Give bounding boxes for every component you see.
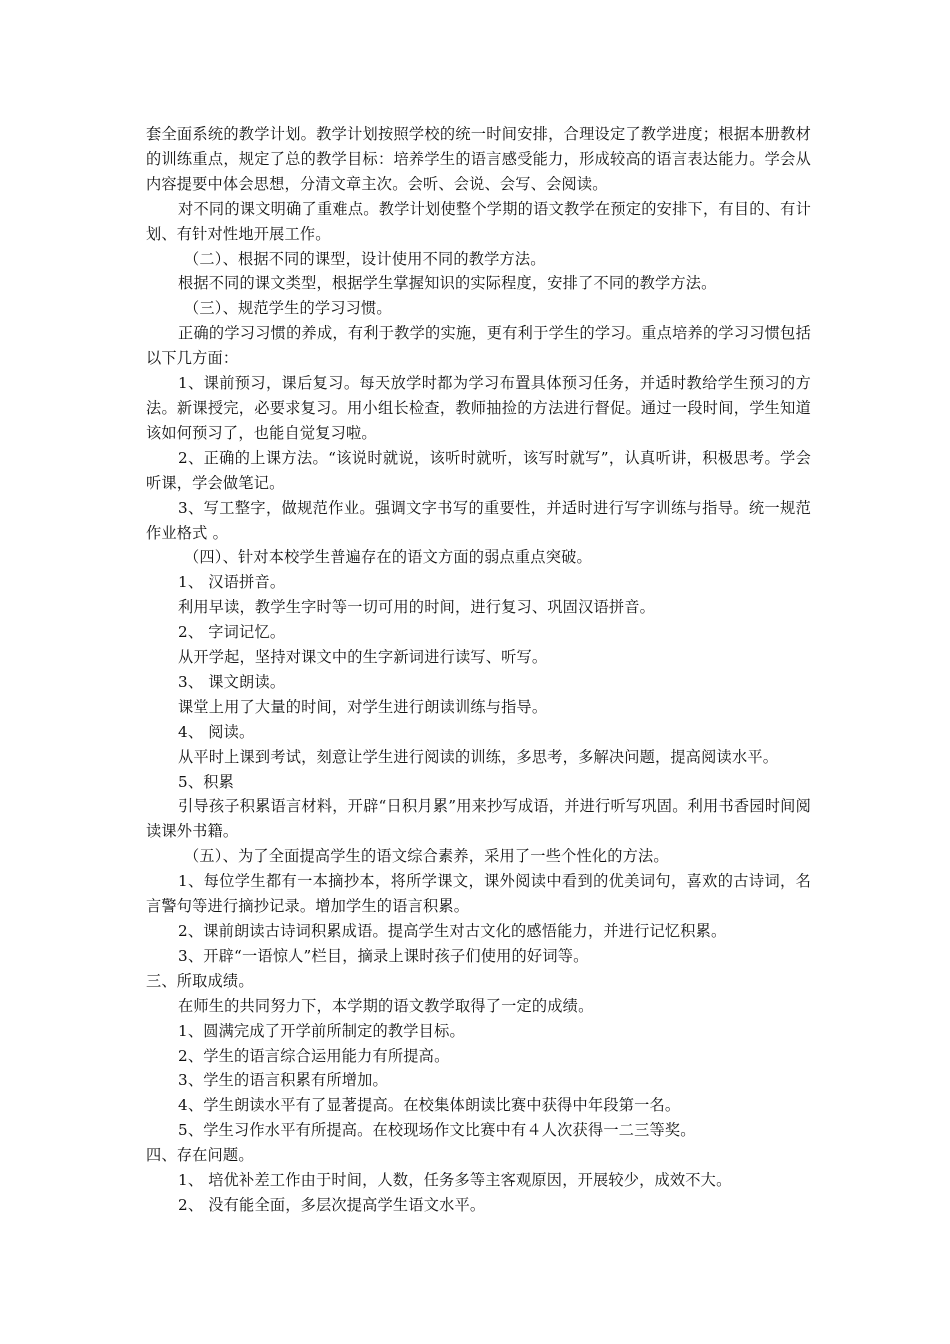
- list-item-method-3: 3、开辟“一语惊人”栏目，摘录上课时孩子们使用的好词等。: [178, 946, 589, 965]
- paragraph-pinyin: 利用早读，教学生字时等一切可用的时间，进行复习、巩固汉语拼音。: [178, 598, 656, 617]
- list-item-habit-2: 2、正确的上课方法。“该说时就说，该听时就听，该写时就写”，认真听讲，积极思考。学会听课，学会做笔记。: [146, 448, 811, 492]
- list-item-weakness-5: 5、积累: [178, 772, 235, 791]
- list-item-achievement-5: 5、学生习作水平有所提高。在校现场作文比赛中有４人次获得一二三等奖。: [178, 1121, 696, 1140]
- paragraph-reading-aloud: 课堂上用了大量的时间，对学生进行朗读训练与指导。: [178, 697, 548, 716]
- document-body: [146, 122, 811, 1218]
- paragraph-accumulation: 引导孩子积累语言材料，开辟“日积月累”用来抄写成语，并进行听写巩固。利用书香园时间阅读课外书籍。: [146, 797, 811, 841]
- list-item-weakness-3: 3、 课文朗读。: [178, 672, 286, 691]
- section-heading-2: （二）、根据不同的课型，设计使用不同的教学方法。: [184, 249, 546, 268]
- list-item-achievement-1: 1、圆满完成了开学前所制定的教学目标。: [178, 1021, 465, 1040]
- section-heading-4: （四）、针对本校学生普遍存在的语文方面的弱点重点突破。: [184, 548, 592, 567]
- paragraph-plan-continued: 套全面系统的教学计划。教学计划按照学校的统一时间安排，合理设定了教学进度；根据本册教材的训练重点，规定了总的教学目标：培养学生的语言感受能力，形成较高的语言表达能力。学会从内容提要中体会思想，分清文章主次。会听、会说、会写、会阅读。: [146, 125, 811, 193]
- paragraph-key-points: 对不同的课文明确了重难点。教学计划使整个学期的语文教学在预定的安排下，有目的、有计划、有针对性地开展工作。: [146, 199, 811, 243]
- list-item-achievement-4: 4、学生朗读水平有了显著提高。在校集体朗读比赛中获得中年段第一名。: [178, 1096, 681, 1115]
- list-item-weakness-4: 4、 阅读。: [178, 722, 255, 741]
- list-item-achievement-2: 2、学生的语言综合运用能力有所提高。: [178, 1046, 450, 1065]
- list-item-weakness-2: 2、 字词记忆。: [178, 623, 286, 642]
- paragraph-methods: 根据不同的课文类型，根据学生掌握知识的实际程度，安排了不同的教学方法。: [178, 274, 717, 293]
- paragraph-habits: 正确的学习习惯的养成，有利于教学的实施，更有利于学生的学习。重点培养的学习习惯包括以下几方面：: [146, 324, 811, 368]
- list-item-habit-1: 1、课前预习，课后复习。每天放学时都为学习布置具体预习任务，并适时教给学生预习的方法。新课授完，必要求复习。用小组长检查，教师抽捡的方法进行督促。通过一段时间，学生知道该如何预习了，也能自觉复习啦。: [146, 374, 811, 442]
- list-item-problem-1: 1、 培优补差工作由于时间，人数，任务多等主客观原因，开展较少，成效不大。: [178, 1171, 732, 1190]
- list-item-weakness-1: 1、 汉语拼音。: [178, 573, 286, 592]
- paragraph-achievements-intro: 在师生的共同努力下，本学期的语文教学取得了一定的成绩。: [178, 996, 594, 1015]
- paragraph-vocabulary: 从开学起，坚持对课文中的生字新词进行读写、听写。: [178, 648, 548, 667]
- section-heading-achievements: 三、所取成绩。: [146, 971, 254, 990]
- section-heading-problems: 四、存在问题。: [146, 1146, 254, 1165]
- section-heading-3: （三）、规范学生的学习习惯。: [184, 299, 392, 318]
- paragraph-reading: 从平时上课到考试，刻意让学生进行阅读的训练，多思考，多解决问题，提高阅读水平。: [178, 747, 779, 766]
- list-item-method-2: 2、课前朗读古诗词积累成语。提高学生对古文化的感悟能力，并进行记忆积累。: [178, 922, 727, 940]
- list-item-problem-2: 2、 没有能全面，多层次提高学生语文水平。: [178, 1195, 486, 1214]
- list-item-habit-3: 3、写工整字，做规范作业。强调文字书写的重要性，并适时进行写字训练与指导。统一规范作业格式 。: [146, 498, 811, 542]
- list-item-achievement-3: 3、学生的语言积累有所增加。: [178, 1071, 388, 1090]
- list-item-method-1: 1、每位学生都有一本摘抄本，将所学课文，课外阅读中看到的优美词句，喜欢的古诗词，名言警句等进行摘抄记录。增加学生的语言积累。: [146, 872, 811, 916]
- section-heading-5: （五）、为了全面提高学生的语文综合素养，采用了一些个性化的方法。: [184, 847, 669, 866]
